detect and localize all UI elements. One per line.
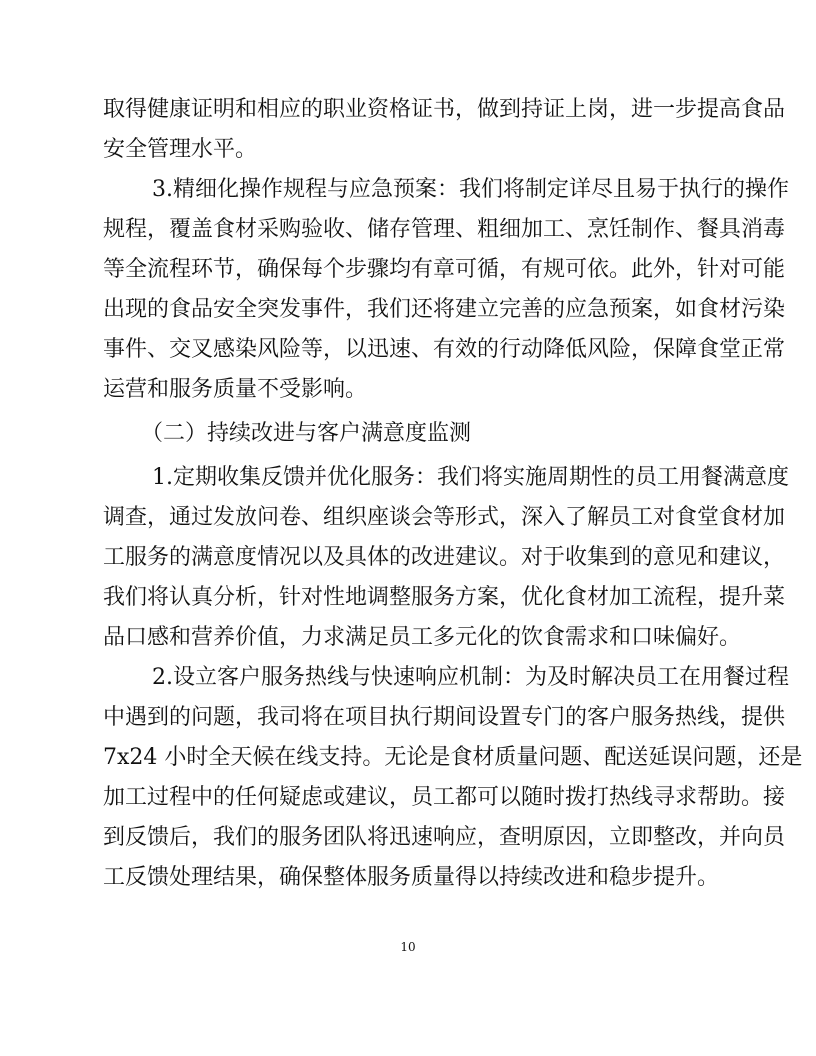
text-line: 工反馈处理结果，确保整体服务质量得以持续改进和稳步提升。	[103, 865, 720, 890]
text-line: 1.定期收集反馈并优化服务：我们将实施周期性的员工用餐满意度	[152, 465, 789, 490]
text-line: 规程，覆盖食材采购验收、储存管理、粗细加工、烹饪制作、餐具消毒	[103, 217, 786, 242]
text-line: 7x24 小时全天候在线支持。无论是食材质量问题、配送延误问题，还是	[103, 745, 803, 770]
text-line: 加工过程中的任何疑虑或建议，员工都可以随时拨打热线寻求帮助。接	[103, 785, 786, 810]
page-number: 10	[400, 940, 416, 954]
paragraph-continuation	[103, 90, 786, 170]
section-heading: （二）持续改进与客户满意度监测	[141, 421, 472, 446]
text-line: 品口感和营养价值，力求满足员工多元化的饮食需求和口味偏好。	[103, 625, 742, 650]
paragraph-operation-procedures	[103, 170, 789, 410]
text-line: 中遇到的问题，我司将在项目执行期间设置专门的客户服务热线，提供	[103, 705, 786, 730]
text-line: 我们将认真分析，针对性地调整服务方案，优化食材加工流程，提升菜	[103, 585, 786, 610]
text-line: 3.精细化操作规程与应急预案：我们将制定详尽且易于执行的操作	[152, 177, 789, 202]
text-line: 工服务的满意度情况以及具体的改进建议。对于收集到的意见和建议，	[103, 545, 786, 570]
text-line: 安全管理水平。	[103, 137, 258, 162]
text-line: 运营和服务质量不受影响。	[103, 377, 368, 402]
text-line: 事件、交叉感染风险等，以迅速、有效的行动降低风险，保障食堂正常	[103, 337, 786, 362]
text-line: 等全流程环节，确保每个步骤均有章可循，有规可依。此外，针对可能	[103, 257, 786, 282]
paragraph-hotline	[103, 658, 803, 898]
text-line: 出现的食品安全突发事件，我们还将建立完善的应急预案，如食材污染	[103, 297, 786, 322]
paragraph-feedback	[103, 458, 789, 658]
text-line: 到反馈后，我们的服务团队将迅速响应，查明原因，立即整改，并向员	[103, 825, 786, 850]
text-line: 调查，通过发放问卷、组织座谈会等形式，深入了解员工对食堂食材加	[103, 505, 786, 530]
text-line: 2.设立客户服务热线与快速响应机制：为及时解决员工在用餐过程	[152, 665, 789, 690]
text-line: 取得健康证明和相应的职业资格证书，做到持证上岗，进一步提高食品	[103, 97, 786, 122]
document-body	[103, 90, 803, 898]
